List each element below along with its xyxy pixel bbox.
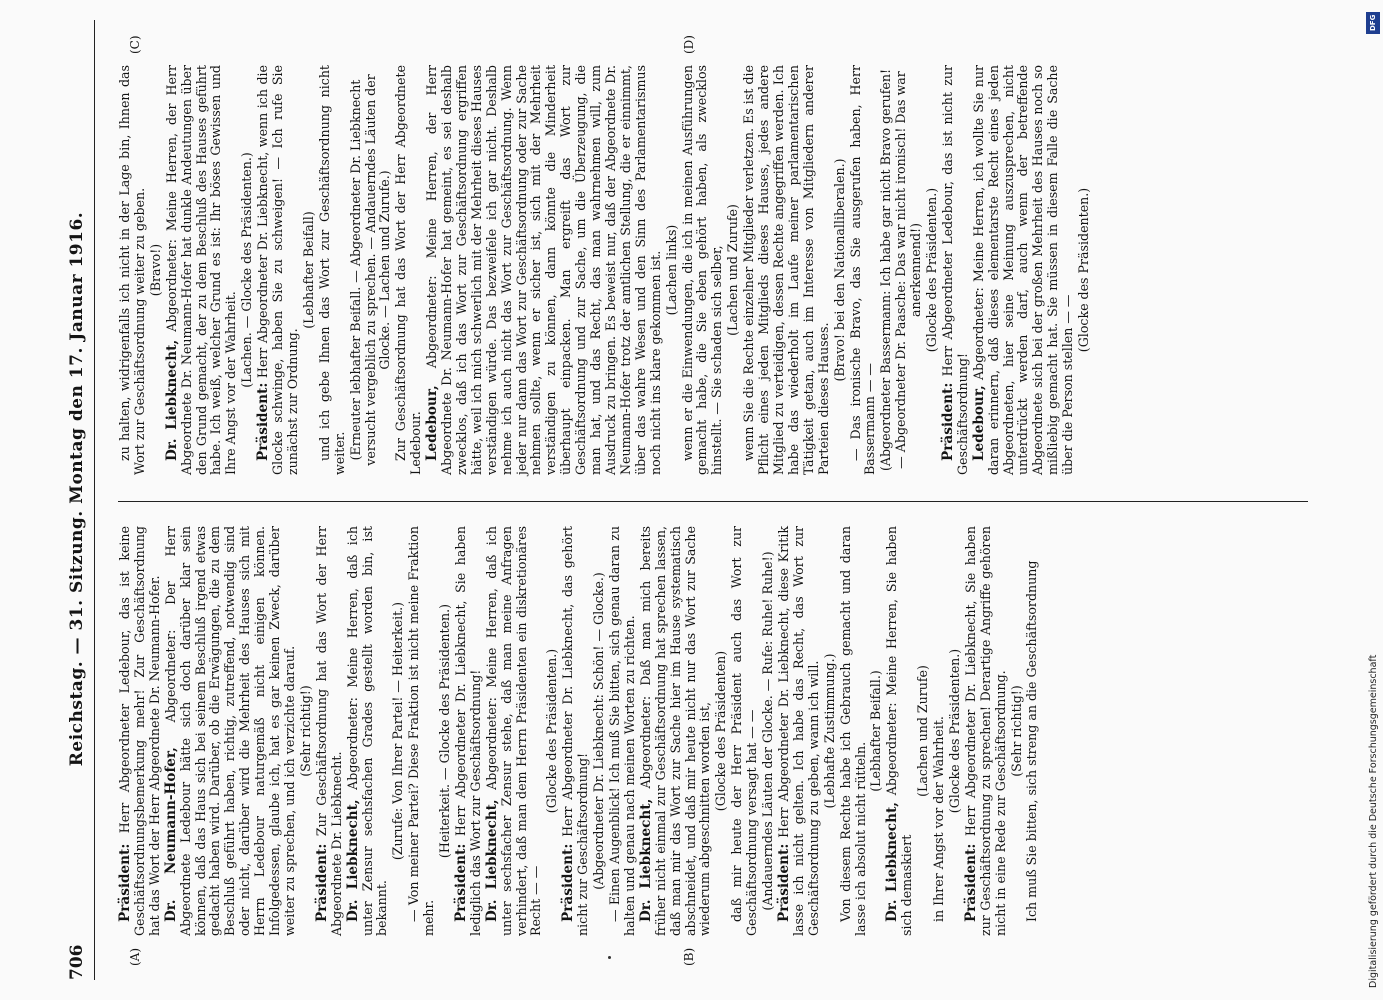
paragraph: — Von meiner Partei? Diese Fraktion ist nicht meine Fraktion mehr. [406, 526, 437, 936]
speech-text: Abgeordneter: Meine Herren, der Herr Abgeordnete Dr. Neumann-Hofer hat gemeint, es sei deshalb zwecklos, daß ich das Wort zur Geschäftsordnung ergriffen hätte, weil ich mich schwerlich mit der Mehrheit dieses Hauses verständigen würde. Das bezweifele ich gar nicht. Deshalb nehme ich auch nicht das Wort zur Geschäftsordnung. Wenn jeder nur dann das Wort zur Geschäftsordnung oder zur Sache nehmen sollte, wenn er sicher ist, sich mit der Mehrheit verständigen zu können, dann könnte die Minderheit überhaupt einpacken. Man ergreift das Wort zur Geschäftsordnung und zur Sache, um die Überzeugung, die man hat, und das Recht, das man wahrnehmen will, zum Ausdruck zu bringen. Es beweist nur, daß der Abgeordnete Dr. Neumann-Hofer trotz der amtlichen Stellung, die er einnimmt, über das wahre Wesen und den Sinn des Parlamentarismus noch nicht ins klare gekommen ist. [424, 65, 663, 475]
speech-text: Herr Abgeordneter Ledebour, das ist nicht zur Geschäftsordnung! [939, 65, 970, 475]
speaker-name: Dr. Liebknecht, [163, 339, 180, 461]
interjection: (Glocke des Präsidenten.) [1076, 187, 1092, 353]
speaker-name: Präsident: [117, 843, 133, 922]
speaker-name: Dr. Liebknecht, [637, 798, 654, 922]
interjection: (Glocke des Präsidenten) [713, 650, 729, 812]
left-column [118, 526, 1041, 936]
speech-paragraph [885, 526, 915, 936]
speech-text: Zur Geschäftsordnung hat das Wort der Herr Abgeordnete Dr. Liebknecht. [313, 526, 344, 936]
speech-paragraph [425, 65, 664, 475]
speech-text: Herr Abgeordneter Dr. Liebknecht, wenn ich die Glocke schwinge, haben Sie zu schweigen! — Ich rufe Sie zunächst zur Ordnung. [255, 65, 300, 475]
interjection: (Bravo!) [147, 243, 163, 297]
speech-text: Abgeordneter: Meine Herren, der Herr Abgeordnete Dr. Neumann-Hofer hat dunkle Andeutungen über den Grund gemacht, der zu dem Beschluß des Hauses geführt habe. Ich weiß, welcher Grund es ist: Ihr böses Gewissen und Ihre Angst vor der Wahrheit. [163, 64, 239, 475]
scan-speck [608, 956, 611, 959]
interjection: (Sehr richtig!) [1008, 685, 1024, 777]
speech-paragraph [485, 526, 545, 936]
speaker-name: Präsident: [560, 843, 577, 922]
speech-paragraph [454, 526, 484, 936]
paragraph: Von diesem Rechte habe ich Gebrauch gemacht und daran lasse ich absolut nicht rütteln. [837, 526, 868, 936]
speaker-name: Ledebour, [424, 385, 441, 461]
speaker-name: Dr. Liebknecht, [884, 802, 901, 922]
speech-paragraph [639, 526, 714, 936]
speaker-name: Präsident: [255, 382, 272, 461]
page-title: Reichstag. — 31. Sitzung. Montag den 17. Januar 1916. [67, 211, 87, 767]
rotated-page [22, 20, 1312, 980]
interjection: (Bravo! bei den Nationalliberalen.) [831, 158, 847, 382]
paragraph: Ich muß Sie bitten, sich streng an die Geschäftsordnung [1024, 560, 1040, 922]
page-number: 706 [67, 944, 87, 980]
speech-text: Abgeordneter: Meine Herren, Sie haben sich demaskiert [884, 526, 915, 936]
interjection: (Sehr richtig!) [297, 685, 313, 777]
interjection: (Lebhafter Beifall.) [868, 670, 884, 792]
speaker-name: Dr. Liebknecht, [483, 799, 500, 922]
speech-paragraph [165, 65, 240, 475]
interjection: (Heiterkeit. — Glocke des Präsidenten.) [437, 603, 453, 859]
speaker-name: Präsident: [313, 843, 330, 922]
speaker-name: Präsident: [775, 843, 792, 922]
interjection: (Zurufe: Von Ihrer Partei! — Heiterkeit.) [390, 601, 406, 861]
paragraph: — Das ironische Bravo, das Sie ausgerufen haben, Herr Bassermann — — [847, 65, 878, 475]
paragraph: — Einen Augenblick! Ich muß Sie bitten, sich genau daran zu halten und genau nach meinen Worten zu richten. [607, 526, 637, 936]
interjection: (Abgeordneter Dr. Liebknecht: Schön! — Glocke.) [591, 572, 607, 890]
speech-paragraph [777, 526, 822, 936]
interjection: (Glocke des Präsidenten.) [544, 648, 560, 814]
margin-marker-b: (B) [682, 947, 696, 966]
paragraph: wenn Sie die Rechte einzelner Mitglieder verletzen. Es ist die Pflicht eines jeden Mitglieds dieses Hauses, jedes andere Mitglied zu verteidigen, dessen Rechte angegriffen werden. Ich habe das wiederholt im Laufe meiner parlamentarischen Tätigkeit getan, auch im Interesse von Mitgliedern anderer Parteien dieses Hauses. [741, 65, 831, 475]
digitization-note: Digitalisierung gefördert durch die Deutsche Forschungsgemeinschaft [1368, 654, 1379, 988]
speech-paragraph [972, 65, 1076, 475]
speech-paragraph [315, 526, 345, 936]
paragraph: Zur Geschäftsordnung hat das Wort der Herr Abgeordnete Ledebour. [393, 65, 424, 475]
interjection: (Lebhafte Zustimmung.) [821, 653, 837, 809]
speech-text: Abgeordneter: Daß man mich bereits früher nicht einmal zur Geschäftsordnung hat sprechen lassen, daß man mir das Wort zur Sache hier im Hause systematisch abschneidet, und daß mir heute nicht nur das Wort zur Sache wiederum abgeschnitten worden ist, [637, 526, 713, 936]
paragraph: zu halten, widrigenfalls ich nicht in der Lage bin, Ihnen das Wort zur Geschäftsordnung weiter zu geben. [117, 65, 147, 475]
speech-text: Herr Abgeordneter Dr. Liebknecht, das gehört nicht zur Geschäftsordnung! [560, 526, 591, 936]
speaker-name: Präsident: [452, 843, 469, 922]
speech-text: Abgeordneter: Der Herr Abgeordnete Ledebour hätte sich doch darüber klar sein können, daß das Haus sich bei seinem Beschluß irgend etwas gedacht haben wird. Darüber, ob die Erwägungen, die zu dem Beschluß geführt haben, richtig, zutreffend, notwendig sind oder nicht, darüber wird die Mehrheit des Hauses sich mit Herrn Ledebour naturgemäß nicht einigen können. Infolgedessen, glaube ich, hat es gar keinen Zweck, darüber weiter zu sprechen, und ich verzichte darauf. [162, 526, 297, 936]
margin-marker-a: (A) [128, 947, 142, 966]
speaker-name: Dr. Neumann-Hofer, [162, 747, 179, 922]
speech-text: Herr Abgeordneter Dr. Liebknecht, Sie haben lediglich das Wort zur Geschäftsordnung! [452, 526, 483, 936]
speech-paragraph [118, 526, 163, 936]
interjection: (Lebhafter Beifall) [300, 211, 316, 329]
paragraph: daß mir heute der Herr Präsident auch das Wort zur Geschäftsordnung versagt hat — — [729, 526, 760, 936]
interjection: (Andauerndes Läuten der Glocke. — Rufe: Ruhe! Ruhe!) [760, 551, 776, 911]
interjection: (Lachen und Zurufe) [725, 204, 741, 336]
speech-text: Herr Abgeordneter Dr. Liebknecht, diese Kritik lasse ich nicht gelten. Ich habe das Recht, das Wort zur Geschäftsordnung zu geben, wann ich will. [775, 526, 821, 936]
dfg-logo: DFG [1366, 12, 1380, 34]
interjection: (Lachen. — Glocke des Präsidenten.) [239, 152, 255, 388]
speech-text: Abgeordneter: Meine Herren, daß ich unter Zensur sechsfachen Grades gestellt worden bin, ist bekannt. [344, 526, 390, 936]
speaker-name: Dr. Liebknecht, [344, 799, 361, 922]
interjection: (Erneuter lebhafter Beifall. — Abgeordneter Dr. Liebknecht versucht vergeblich zu sprechen. — Andauerndes Läuten der Glocke. — Lachen und Zurufe.) [347, 74, 393, 466]
paragraph: in Ihrer Angst vor der Wahrheit. [931, 716, 947, 922]
speech-paragraph [256, 65, 301, 475]
speaker-name: Ledebour, [970, 385, 987, 461]
header-rule [94, 20, 95, 980]
speech-text: Herr Abgeordneter Ledebour, das ist keine Geschäftsordnungsbemerkung mehr! Zur Geschäftsordnung hat das Wort der Herr Abgeordnete Dr. Neumann-Hofer. [117, 526, 162, 936]
column-divider [118, 501, 1308, 502]
paragraph: und ich gebe Ihnen das Wort zur Geschäftsordnung nicht weiter. [316, 65, 347, 475]
interjection: (Abgeordneter Bassermann: Ich habe gar nicht Bravo gerufen! — Abgeordneter Dr. Paasche: Das war nicht ironisch! Das war anerkennend!) [878, 68, 924, 472]
speech-paragraph [964, 526, 1009, 936]
speech-paragraph [941, 65, 971, 475]
speaker-name: Präsident: [939, 382, 956, 461]
margin-marker-c: (C) [128, 35, 142, 54]
interjection: (Lachen und Zurufe) [915, 665, 931, 797]
margin-marker-d: (D) [682, 35, 696, 54]
right-column [118, 65, 1093, 475]
interjection: (Glocke des Präsidenten.) [924, 187, 940, 353]
interjection: (Glocke des Präsidenten.) [946, 648, 962, 814]
speech-paragraph [164, 526, 298, 936]
speech-paragraph [561, 526, 591, 936]
speech-text: Abgeordneter: Meine Herren, daß ich unter sechsfacher Zensur stehe, daß man meine Anfragen verhindert, daß man dem Herrn Präsidenten ein diskretionäres Recht — — [483, 526, 544, 936]
speech-text: Herr Abgeordneter Dr. Liebknecht, Sie haben zur Geschäftsordnung zu sprechen! Derartige Angriffe gehören nicht in eine Rede zur Geschäftsordnung. [962, 526, 1008, 936]
speech-text: Abgeordneter: Meine Herren, ich wollte Sie nur daran erinnern, daß dieses elementarste Recht eines jeden Abgeordneten, hier seine Meinung auszusprechen, nicht unterdrückt werden darf, auch wenn der betreffende Abgeordnete sich bei der großen Mehrheit des Hauses noch so mißliebig gemacht hat. Sie müssen in diesem Falle die Sache über die Person stellen — — [970, 65, 1076, 475]
interjection: (Lachen links) [663, 224, 679, 316]
speech-paragraph [346, 526, 391, 936]
page-header [67, 20, 96, 980]
paragraph: wenn er die Einwendungen, die ich in meinen Ausführungen gemacht habe, die Sie eben gehört haben, als zwecklos hinstellt. — Sie schaden sich selber, [679, 65, 725, 475]
speaker-name: Präsident: [962, 843, 979, 922]
